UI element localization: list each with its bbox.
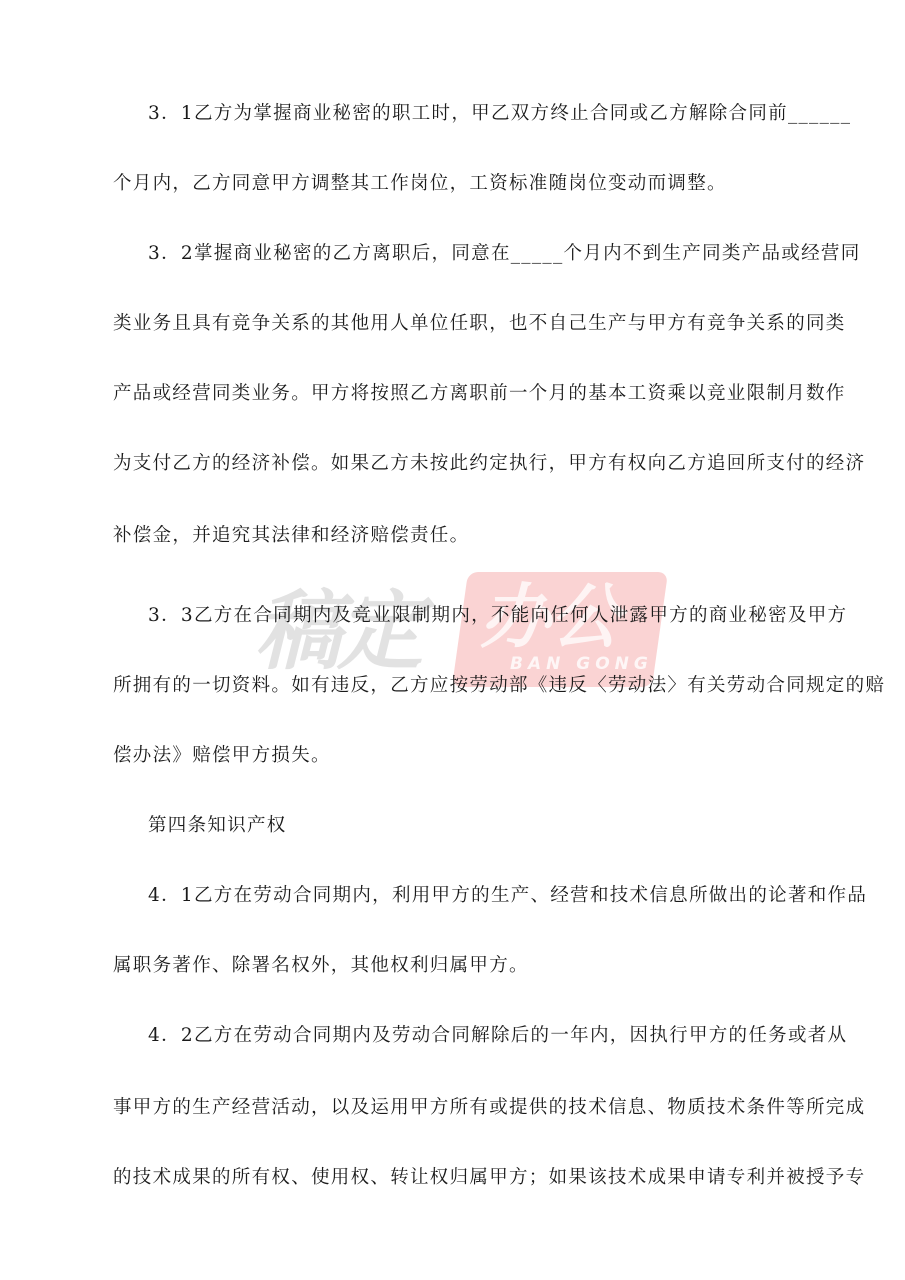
watermark-red-box: [452, 572, 668, 687]
paragraph-3-1-line-1: 3．1乙方为掌握商业秘密的职工时，甲乙双方终止合同或乙方解除合同前______: [148, 103, 852, 124]
watermark-right-text: 办公: [480, 576, 620, 658]
paragraph-4-2-line-2: 事甲方的生产经营活动，以及运用甲方所有或提供的技术信息、物质技术条件等所完成: [113, 1097, 866, 1118]
paragraph-3-3-line-2: 所拥有的一切资料。如有违反，乙方应按劳动部《违反〈劳动法〉有关劳动合同规定的赔: [113, 675, 886, 696]
paragraph-3-2-line-1: 3．2掌握商业秘密的乙方离职后，同意在_____个月内不到生产同类产品或经营同: [148, 243, 861, 264]
paragraph-3-3-line-1: 3．3乙方在合同期内及竞业限制期内，不能向任何人泄露甲方的商业秘密及甲方: [148, 605, 848, 626]
paragraph-3-2-line-5: 补偿金，并追究其法律和经济赔偿责任。: [113, 525, 470, 546]
paragraph-3-3-line-3: 偿办法》赔偿甲方损失。: [113, 745, 331, 766]
paragraph-4-2-line-3: 的技术成果的所有权、使用权、转让权归属甲方；如果该技术成果申请专利并被授予专: [113, 1167, 866, 1188]
paragraph-3-2-line-3: 产品或经营同类业务。甲方将按照乙方离职前一个月的基本工资乘以竞业限制月数作: [113, 383, 846, 404]
paragraph-3-2-line-4: 为支付乙方的经济补偿。如果乙方未按此约定执行，甲方有权向乙方追回所支付的经济: [113, 453, 866, 474]
paragraph-3-1-line-2: 个月内，乙方同意甲方调整其工作岗位，工资标准随岗位变动而调整。: [113, 173, 727, 194]
paragraph-4-1-line-1: 4．1乙方在劳动合同期内，利用甲方的生产、经营和技术信息所做出的论著和作品: [148, 885, 868, 906]
paragraph-4-2-line-1: 4．2乙方在劳动合同期内及劳动合同解除后的一年内，因执行甲方的任务或者从: [148, 1025, 848, 1046]
paragraph-4-1-line-2: 属职务著作、除署名权外，其他权利归属甲方。: [113, 955, 529, 976]
watermark-subtext: BAN GONG: [510, 654, 653, 674]
watermark-left-text: 稿定: [255, 582, 419, 682]
section-heading-article-4: 第四条知识产权: [148, 815, 287, 836]
paragraph-3-2-line-2: 类业务且具有竞争关系的其他用人单位任职，也不自己生产与甲方有竞争关系的同类: [113, 313, 846, 334]
